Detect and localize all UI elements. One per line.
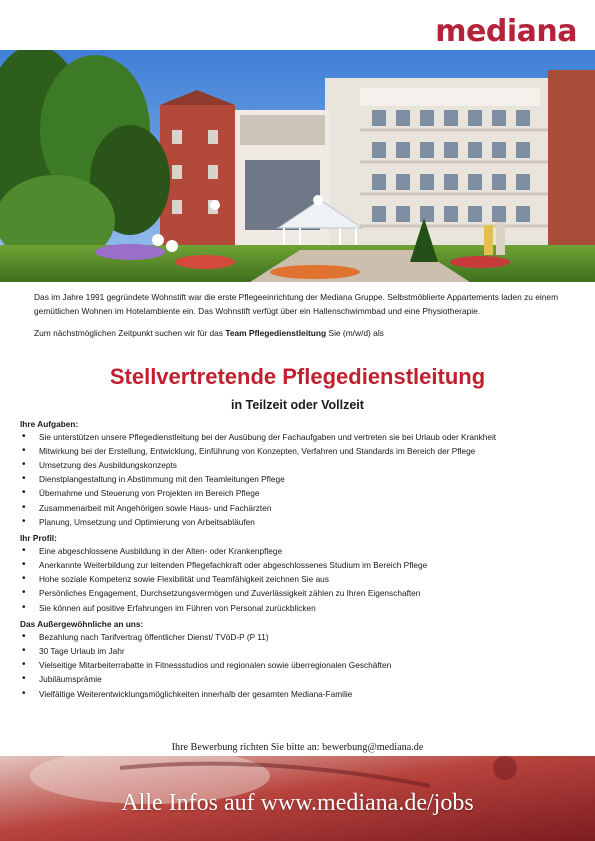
list-item: • Jubiläumsprämie	[20, 673, 575, 686]
profile-heading: Ihr Profil:	[20, 533, 57, 544]
offer-heading: Das Außergewöhnliche an uns:	[20, 619, 144, 630]
list-item: • Umsetzung des Ausbildungskonzepts	[20, 459, 575, 472]
mediana-logo: mediana	[435, 14, 577, 49]
search-text-before: Zum nächstmöglichen Zeitpunkt suchen wir für das	[34, 328, 223, 338]
list-item: • Mitwirkung bei der Erstellung, Entwicklung, Einführung von Konzepten, Verfahren und Standards im Bereich der Pflege	[20, 445, 575, 458]
list-item: • Sie unterstützen unsere Pflegedienstleitung bei der Ausübung der Fachaufgaben und vertreten sie bei Urlaub oder Krankheit	[20, 431, 575, 444]
list-item: • Sie können auf positive Erfahrungen im Führen von Personal zurückblicken	[20, 602, 575, 615]
list-item: • 30 Tage Urlaub im Jahr	[20, 645, 575, 658]
job-details	[20, 418, 575, 704]
building-photo	[0, 50, 595, 282]
list-item: • Planung, Umsetzung und Optimierung von Arbeitsabläufen	[20, 516, 575, 529]
application-contact: Ihre Bewerbung richten Sie bitte an: bewerbung@mediana.de	[171, 742, 424, 753]
list-item: • Eine abgeschlossene Ausbildung in der Alten- oder Krankenpflege	[20, 545, 575, 558]
list-item: • Vielfältige Weiterentwicklungsmöglichkeiten innerhalb der gesamten Mediana-Familie	[20, 688, 575, 701]
list-item: • Vielseitige Mitarbeiterrabatte in Fitnessstudios und regionalen sowie überregionalen Geschäften	[20, 659, 575, 672]
team-name: Team Pflegedienstleitung	[225, 328, 327, 338]
intro-text	[34, 290, 566, 348]
list-item: • Anerkannte Weiterbildung zur leitenden Pflegefachkraft oder abgeschlossenes Studium im Bereich Pflege	[20, 559, 575, 572]
tasks-heading: Ihre Aufgaben:	[20, 419, 79, 429]
offer-list	[20, 631, 575, 700]
search-text-after: Sie (m/w/d) als	[328, 328, 384, 338]
list-item: • Hohe soziale Kompetenz sowie Flexibilität und Teamfähigkeit zeichnen Sie aus	[20, 573, 575, 586]
job-subtitle: in Teilzeit oder Vollzeit	[231, 398, 364, 412]
list-item: • Persönliches Engagement, Durchsetzungsvermögen und Zuverlässigkeit zählen zu Ihren Eigenschaften	[20, 587, 575, 600]
tasks-list	[20, 431, 575, 529]
intro-paragraph: Das im Jahre 1991 gegründete Wohnstift war die erste Pflegeeinrichtung der Mediana Gruppe. Selbstmöblierte Appartements laden zu einem gemütlichen Wohnen im Hotelambiente ein. Das Wohnstift verfügt über ein Hallenschwimmbad und eine Physiotherapie.	[34, 292, 559, 316]
profile-list	[20, 545, 575, 614]
list-item: • Zusammenarbeit mit Angehörigen sowie Haus- und Fachärzten	[20, 502, 575, 515]
search-paragraph	[34, 326, 566, 340]
list-item: • Bezahlung nach Tarifvertrag öffentlicher Dienst/ TVöD-P (P 11)	[20, 631, 575, 644]
list-item: • Dienstplangestaltung in Abstimmung mit den Teamleitungen Pflege	[20, 473, 575, 486]
job-title: Stellvertretende Pflegedienstleitung	[109, 364, 486, 389]
list-item: • Übernahme und Steuerung von Projekten im Bereich Pflege	[20, 487, 575, 500]
footer-jobs-link[interactable]: Alle Infos auf www.mediana.de/jobs	[121, 790, 474, 816]
